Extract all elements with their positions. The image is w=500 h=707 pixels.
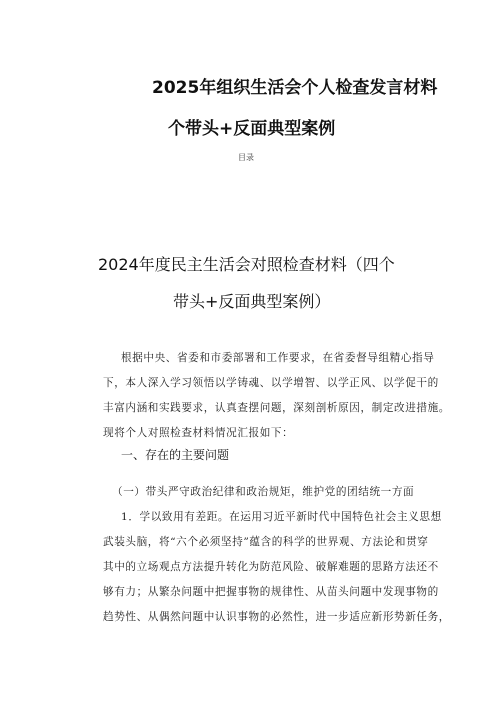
item-line: 趋势性、从偶然问题中认识事物的必然性，进一步适应新形势新任务， xyxy=(103,611,451,623)
section-title-line-2: 带头+反面典型案例） xyxy=(173,292,331,311)
intro-line: 根据中央、省委和市委部署和工作要求，在省委督导组精心指导 xyxy=(121,352,435,364)
subsection-heading: （一）带头严守政治纪律和政治规矩，维护党的团结统一方面 xyxy=(112,486,415,498)
toc-label: 目录 xyxy=(238,153,254,162)
section-heading: 一、存在的主要问题 xyxy=(121,448,230,462)
item-line: 武装头脑，将“六个必须坚持”蕴含的科学的世界观、方法论和贯穿 xyxy=(103,536,429,548)
intro-line: 丰富内涵和实践要求，认真查摆问题，深刻剖析原因，制定改进措施。 xyxy=(103,402,451,414)
section-title-line-1: 2024年度民主生活会对照检查材料（四个 xyxy=(98,255,395,274)
document-title-line-2: 个带头+反面典型案例 xyxy=(168,119,336,139)
item-line: 够有力；从繁杂问题中把握事物的规律性、从苗头问题中发现事物的 xyxy=(103,586,439,598)
intro-line: 现将个人对照检查材料情况汇报如下： xyxy=(103,427,294,439)
item-line: 1．学以致用有差距。在运用习近平新时代中国特色社会主义思想 xyxy=(121,511,442,523)
item-line: 其中的立场观点方法提升转化为防范风险、破解难题的思路方法还不 xyxy=(103,561,439,573)
intro-line: 下，本人深入学习领悟以学铸魂、以学增智、以学正风、以学促干的 xyxy=(103,377,439,389)
document-title-line-1: 2025年组织生活会个人检查发言材料 xyxy=(152,78,438,98)
